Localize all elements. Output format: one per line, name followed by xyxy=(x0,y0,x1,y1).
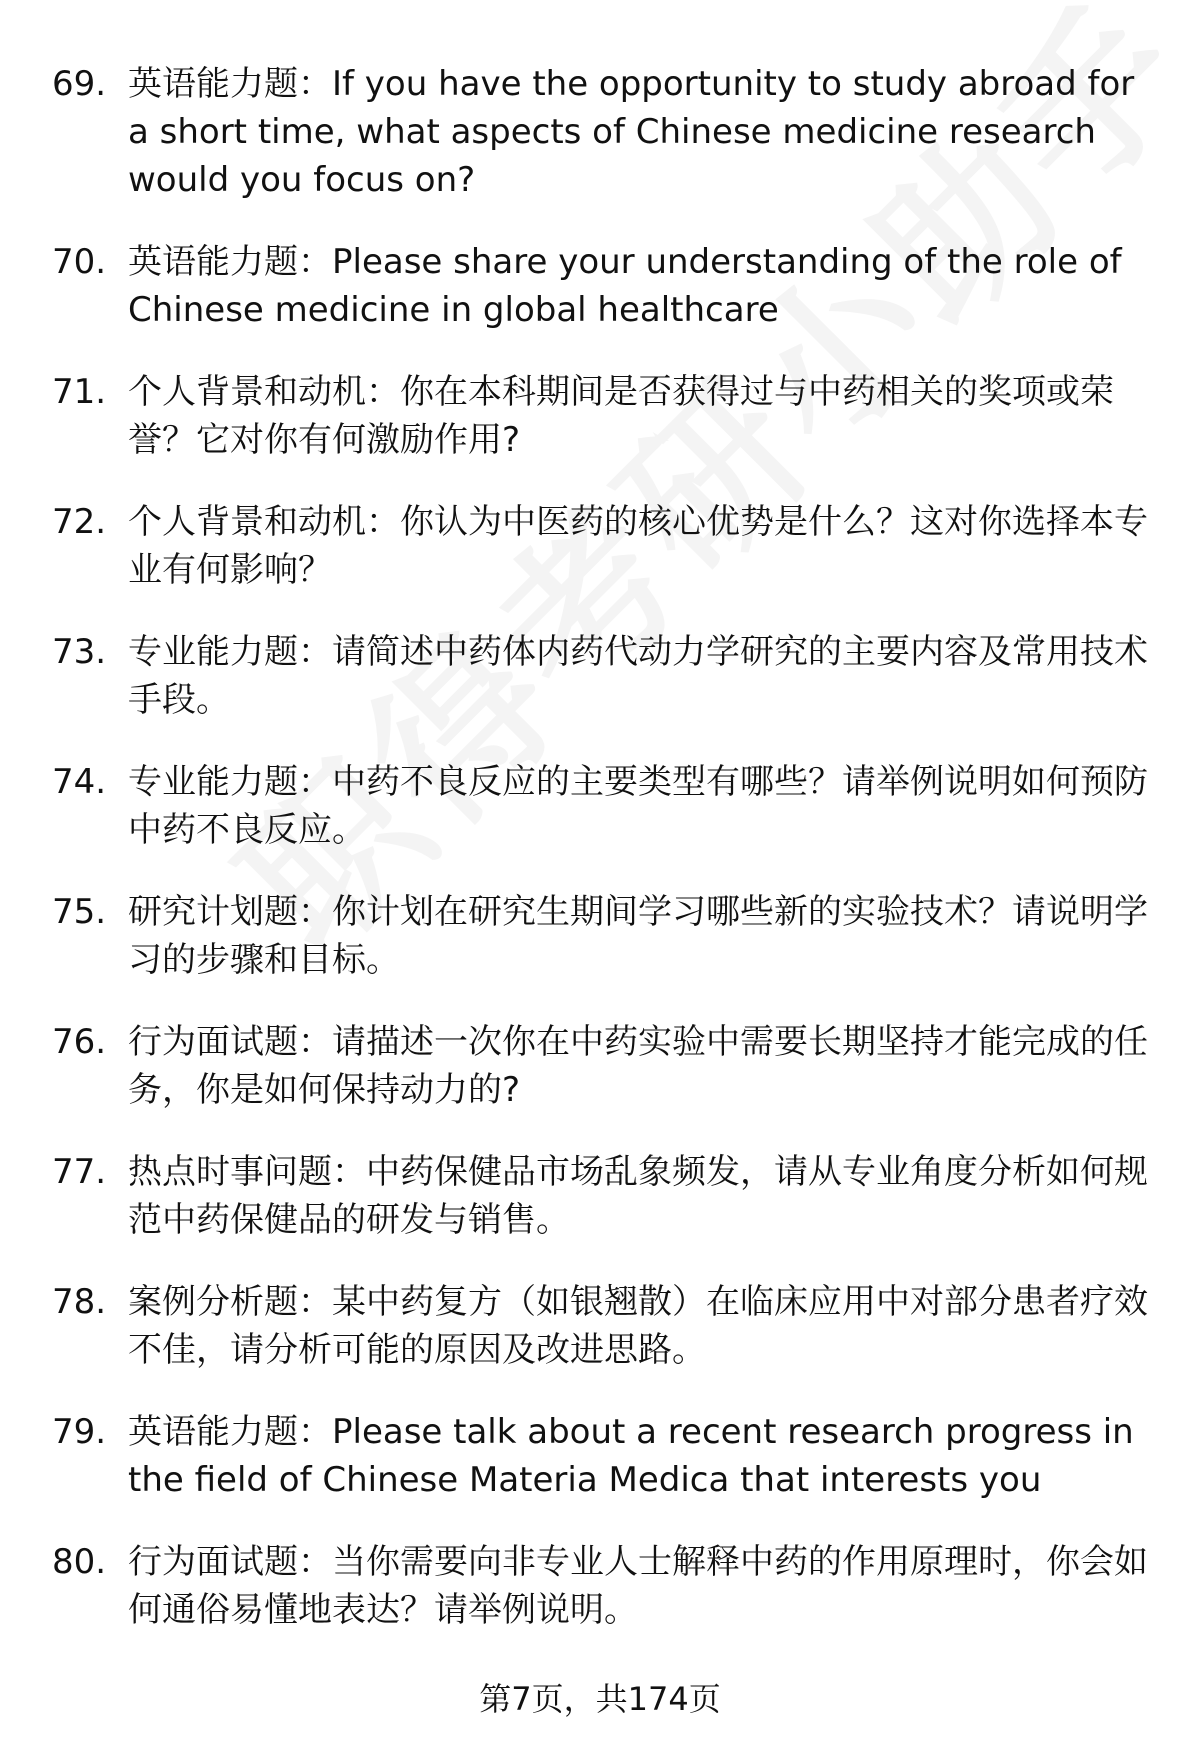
question-item-77 xyxy=(52,1148,1162,1244)
question-number: 70. xyxy=(52,242,107,282)
question-number: 76. xyxy=(52,1022,107,1062)
question-list xyxy=(52,60,1162,1668)
question-text: 行为面试题：当你需要向非专业人士解释中药的作用原理时，你会如何通俗易懂地表达？请举例说明。 xyxy=(128,1542,1148,1630)
question-text: 英语能力题：Please share your understanding of the role of Chinese medicine in global healthcare xyxy=(128,242,1122,330)
question-text: 英语能力题：Please talk about a recent research progress in the field of Chinese Materia Medica that interests you xyxy=(128,1412,1134,1500)
question-text: 专业能力题：请简述中药体内药代动力学研究的主要内容及常用技术手段。 xyxy=(128,632,1148,720)
question-text: 个人背景和动机：你在本科期间是否获得过与中药相关的奖项或荣誉？它对你有何激励作用? xyxy=(128,372,1114,460)
question-item-72 xyxy=(52,498,1162,594)
question-item-73 xyxy=(52,628,1162,724)
question-text: 专业能力题：中药不良反应的主要类型有哪些？请举例说明如何预防中药不良反应。 xyxy=(128,762,1148,850)
question-number: 74. xyxy=(52,762,107,802)
question-number: 79. xyxy=(52,1412,107,1452)
question-text: 个人背景和动机：你认为中医药的核心优势是什么？这对你选择本专业有何影响？ xyxy=(128,502,1148,590)
question-text: 行为面试题：请描述一次你在中药实验中需要长期坚持才能完成的任务，你是如何保持动力的? xyxy=(128,1022,1148,1110)
question-text: 研究计划题：你计划在研究生期间学习哪些新的实验技术？请说明学习的步骤和目标。 xyxy=(128,892,1148,980)
question-item-76 xyxy=(52,1018,1162,1114)
question-number: 71. xyxy=(52,372,107,412)
question-number: 80. xyxy=(52,1542,107,1582)
question-item-75 xyxy=(52,888,1162,984)
question-text: 热点时事问题：中药保健品市场乱象频发，请从专业角度分析如何规范中药保健品的研发与销售。 xyxy=(128,1152,1148,1240)
question-number: 77. xyxy=(52,1152,107,1192)
question-item-70 xyxy=(52,238,1162,334)
question-number: 69. xyxy=(52,64,107,104)
question-text: 英语能力题：If you have the opportunity to study abroad for a short time, what aspects of Chinese medicine research would you focus on? xyxy=(128,64,1135,200)
question-number: 73. xyxy=(52,632,107,672)
question-item-74 xyxy=(52,758,1162,854)
question-number: 75. xyxy=(52,892,107,932)
question-number: 78. xyxy=(52,1282,107,1322)
question-text: 案例分析题：某中药复方（如银翘散）在临床应用中对部分患者疗效不佳，请分析可能的原因及改进思路。 xyxy=(128,1282,1148,1370)
question-number: 72. xyxy=(52,502,107,542)
page-number-footer: 第7页，共174页 xyxy=(479,1680,721,1718)
question-item-79 xyxy=(52,1408,1162,1504)
question-item-71 xyxy=(52,368,1162,464)
question-item-69 xyxy=(52,60,1162,204)
question-item-80 xyxy=(52,1538,1162,1634)
question-item-78 xyxy=(52,1278,1162,1374)
